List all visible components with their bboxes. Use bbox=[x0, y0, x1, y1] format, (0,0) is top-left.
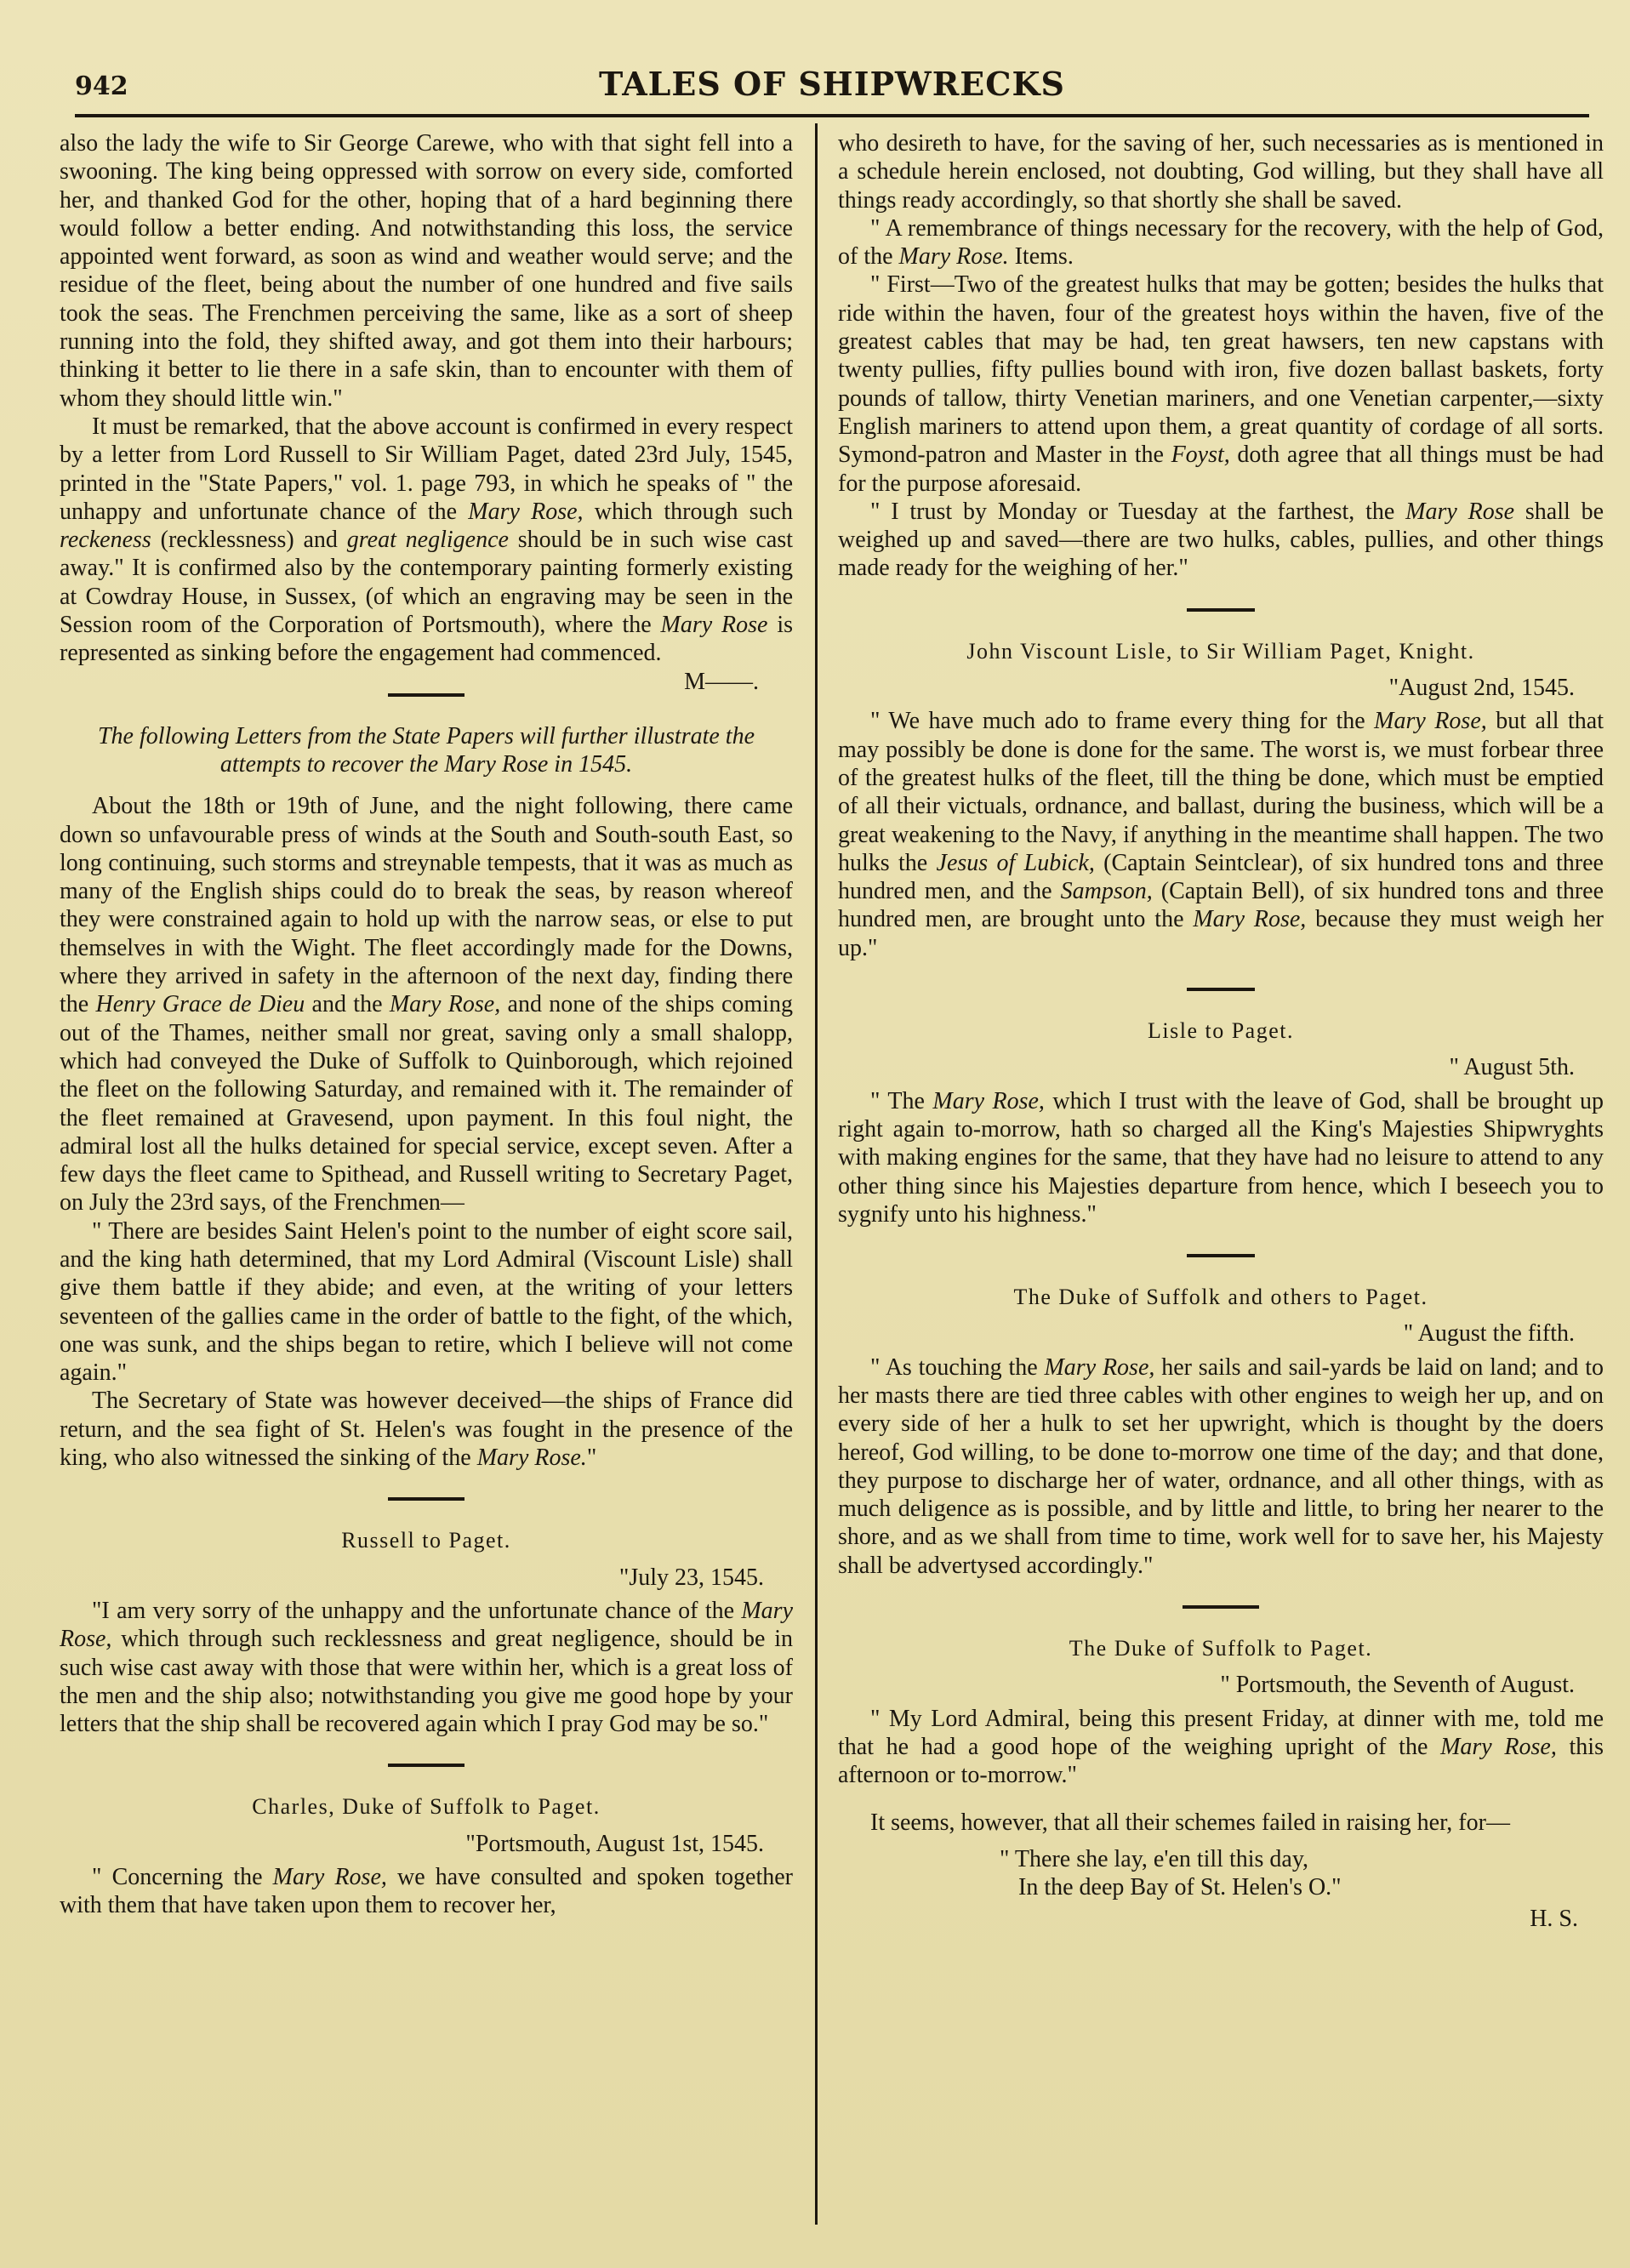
letter-date: "August 2nd, 1545. bbox=[1388, 675, 1575, 702]
verse-line: " There she lay, e'en till this day, bbox=[1000, 1845, 1309, 1872]
letter-body: " My Lord Admiral, being this present Friday, at dinner with me, told me that he had a good hope of the weighing upright of the Mary Rose, this afternoon or to-morrow." bbox=[838, 1705, 1604, 1789]
letter-date: " August the fifth. bbox=[1403, 1320, 1575, 1348]
page-header bbox=[75, 65, 1589, 116]
paragraph: also the lady the wife to Sir George Carewe, who with that sight fell into a swooning. The king being oppressed with sorrow on every side, comforted her, and thanked God for the other, hoping that of a hard beginning there would follow a better ending. And notwithstanding this loss, the service appointed went forward, as soon as wind and weather would serve; and the residue of the fleet, being about the number of one hundred and five sails took the seas. The Frenchmen perceiving the same, like as a sort of sheep running into the fold, they shifted away, and got them into their harbours; thinking it better to lie there in a safe skin, than to encounter with them of whom they should little win." bbox=[60, 130, 793, 412]
letter-heading: Lisle to Paget. bbox=[1148, 1018, 1294, 1044]
verse bbox=[838, 1845, 1604, 1902]
letter-heading: The Duke of Suffolk to Paget. bbox=[1069, 1636, 1373, 1661]
section-rule bbox=[1187, 608, 1255, 612]
letter-date: " August 5th. bbox=[1449, 1054, 1575, 1081]
section-rule bbox=[388, 693, 464, 697]
quoted-paragraph: " There are besides Saint Helen's point to the number of eight score sail, and the king hath determined, that my Lord Admiral (Viscount Lisle) shall give them battle if they abide; and even, at the writing of your letters seventeen of the gallies came in the order of battle to the fight, of the which, one was sunk, and the ships began to retire, which I believe will not come again." bbox=[60, 1217, 793, 1387]
section-rule bbox=[1187, 988, 1255, 991]
paragraph: " A remembrance of things necessary for the recovery, with the help of God, of the Mary Rose. Items. bbox=[838, 214, 1604, 271]
paragraph: " First—Two of the greatest hulks that may be gotten; besides the hulks that ride within the haven, four of the greatest hoys within the haven, five of the greatest cables that may be had, ten great hawsers, ten new capstans with twenty pullies, fifty pullies bound with iron, five dozen ballast baskets, forty pounds of tallow, thirty Venetian mariners, and one Venetian carpenter,—sixty English mariners to attend upon them, a great quantity of cordage of all sorts. Symond-patron and Master in the Foyst, doth agree that all things must be had for the purpose aforesaid. bbox=[838, 271, 1604, 497]
verse-line: In the deep Bay of St. Helen's O." bbox=[1018, 1874, 1342, 1901]
letter-date: "Portsmouth, August 1st, 1545. bbox=[465, 1830, 764, 1857]
signature: M——. bbox=[684, 668, 759, 695]
section-rule bbox=[388, 1764, 464, 1767]
letter-heading: John Viscount Lisle, to Sir William Paget, Knight. bbox=[966, 638, 1475, 664]
letter-date: "July 23, 1545. bbox=[618, 1564, 764, 1591]
paragraph: who desireth to have, for the saving of her, such necessaries as is mentioned in a schedule herein enclosed, not doubting, God willing, but they shall have all things ready accordingly, so that shortly she shall be saved. bbox=[838, 130, 1604, 214]
column-divider bbox=[815, 123, 818, 2225]
closing-paragraph: It seems, however, that all their schemes failed in raising her, for— bbox=[870, 1809, 1510, 1836]
right-column bbox=[838, 129, 1604, 1934]
running-title: TALES OF SHIPWRECKS bbox=[599, 65, 1065, 103]
letter-heading: Charles, Duke of Suffolk to Paget. bbox=[252, 1794, 601, 1820]
paragraph: It must be remarked, that the above account is confirmed in every respect by a letter from Lord Russell to Sir William Paget, dated 23rd July, 1545, printed in the "State Papers," vol. 1. page 793, in which he speaks of " the unhappy and unfortunate chance of the Mary Rose, which through such reckeness (recklessness) and great negligence should be in such wise cast away." It is confirmed also by the contemporary painting formerly existing at Cowdray House, in Sussex, (of which an engraving may be seen in the Session room of the Corporation of Portsmouth), where the Mary Rose is represented as sinking before the engagement had commenced. M——. bbox=[60, 413, 794, 695]
letter-body: " Concerning the Mary Rose, we have consulted and spoken together with them that have taken upon them to recover her, bbox=[60, 1864, 793, 1919]
letter-body: "I am very sorry of the unhappy and the unfortunate chance of the Mary Rose, which through such recklessness and great negligence, should be in such wise cast away with those that were within her, which is a great loss of the men and the ship also; notwithstanding you give me good hope by your letters that the ship shall be recovered again which I pray God may be so." bbox=[60, 1597, 793, 1738]
letter-date: " Portsmouth, the Seventh of August. bbox=[1220, 1672, 1575, 1699]
page-number: 942 bbox=[75, 71, 128, 101]
header-rule bbox=[75, 114, 1589, 117]
section-rule bbox=[1183, 1605, 1259, 1609]
section-rule bbox=[388, 1497, 464, 1501]
section-intro: The following Letters from the State Papers will further illustrate the attempts to recover the Mary Rose in 1545. bbox=[97, 722, 755, 778]
left-column bbox=[60, 129, 793, 1920]
section-rule bbox=[1187, 1254, 1255, 1257]
letter-body: " We have much ado to frame every thing for the Mary Rose, but all that may possibly be done is done for the same. The worst is, we must forbear three of the greatest hulks of the fleet, till the thing be done, which must be emptied of all their victuals, ordnance, and ballast, during the business, which will be a great weakening to the Navy, if anything in the meantime shall happen. The two hulks the Jesus of Lubick, (Captain Seintclear), of six hundred tons and three hundred men, and the Sampson, (Captain Bell), of six hundred tons and three hundred men, are brought unto the Mary Rose, because they must weigh her up." bbox=[838, 708, 1604, 961]
paragraph: About the 18th or 19th of June, and the night following, there came down so unfavourable press of winds at the South and South-south East, so long continuing, such storms and streynable tempests, that it was as much as many of the English ships could do to break the seas, by reason whereof they were constrained again to hold up with the narrow seas, or else to put themselves in with the Wight. The fleet accordingly made for the Downs, where they arrived in safety in the afternoon of the next day, finding there the Henry Grace de Dieu and the Mary Rose, and none of the ships coming out of the Thames, neither small nor great, saving only a small shalopp, which had conveyed the Duke of Suffolk to Quinborough, which rejoined the fleet on the following Saturday, and remained with it. The remainder of the fleet remained at Gravesend, upon payment. In this foul night, the admiral lost all the hulks detained for special service, except seven. After a few days the fleet came to Spithead, and Russell writing to Secretary Paget, on July the 23rd says, of the Frenchmen— bbox=[60, 793, 793, 1217]
paragraph: " I trust by Monday or Tuesday at the farthest, the Mary Rose shall be weighed up and saved—there are two hulks, cables, pullies, and other things made ready for the weighing of her." bbox=[838, 498, 1604, 582]
letter-body: " The Mary Rose, which I trust with the leave of God, shall be brought up right again to-morrow, hath so charged all the King's Majesties Shipwryghts with making engines for the same, that they have had no leisure to attend to any other thing since his Majesties departure from hence, which I beseech you to sygnify unto his highness." bbox=[838, 1087, 1604, 1228]
letter-body: " As touching the Mary Rose, her sails and sail-yards be laid on land; and to her masts there are tied three cables with other engines to weigh her up, and on every side of her a hulk to set her upwright, which is thought by the doers hereof, God willing, to be done to-morrow one time of the day; and that done, they purpose to discharge her of water, ordnance, and all other things, with as much deligence as is possible, and by little and little, to bring her nearer to the shore, and as we shall from time to time, work well for to save her, his Majesty shall be advertysed accordingly." bbox=[838, 1353, 1604, 1579]
paragraph: The Secretary of State was however deceived—the ships of France did return, and the sea fight of St. Helen's was fought in the presence of the king, who also witnessed the sinking of the Mary Rose." bbox=[60, 1388, 793, 1472]
signature: H. S. bbox=[1530, 1906, 1578, 1933]
letter-heading: Russell to Paget. bbox=[341, 1528, 511, 1553]
letter-heading: The Duke of Suffolk and others to Paget. bbox=[1013, 1285, 1428, 1310]
